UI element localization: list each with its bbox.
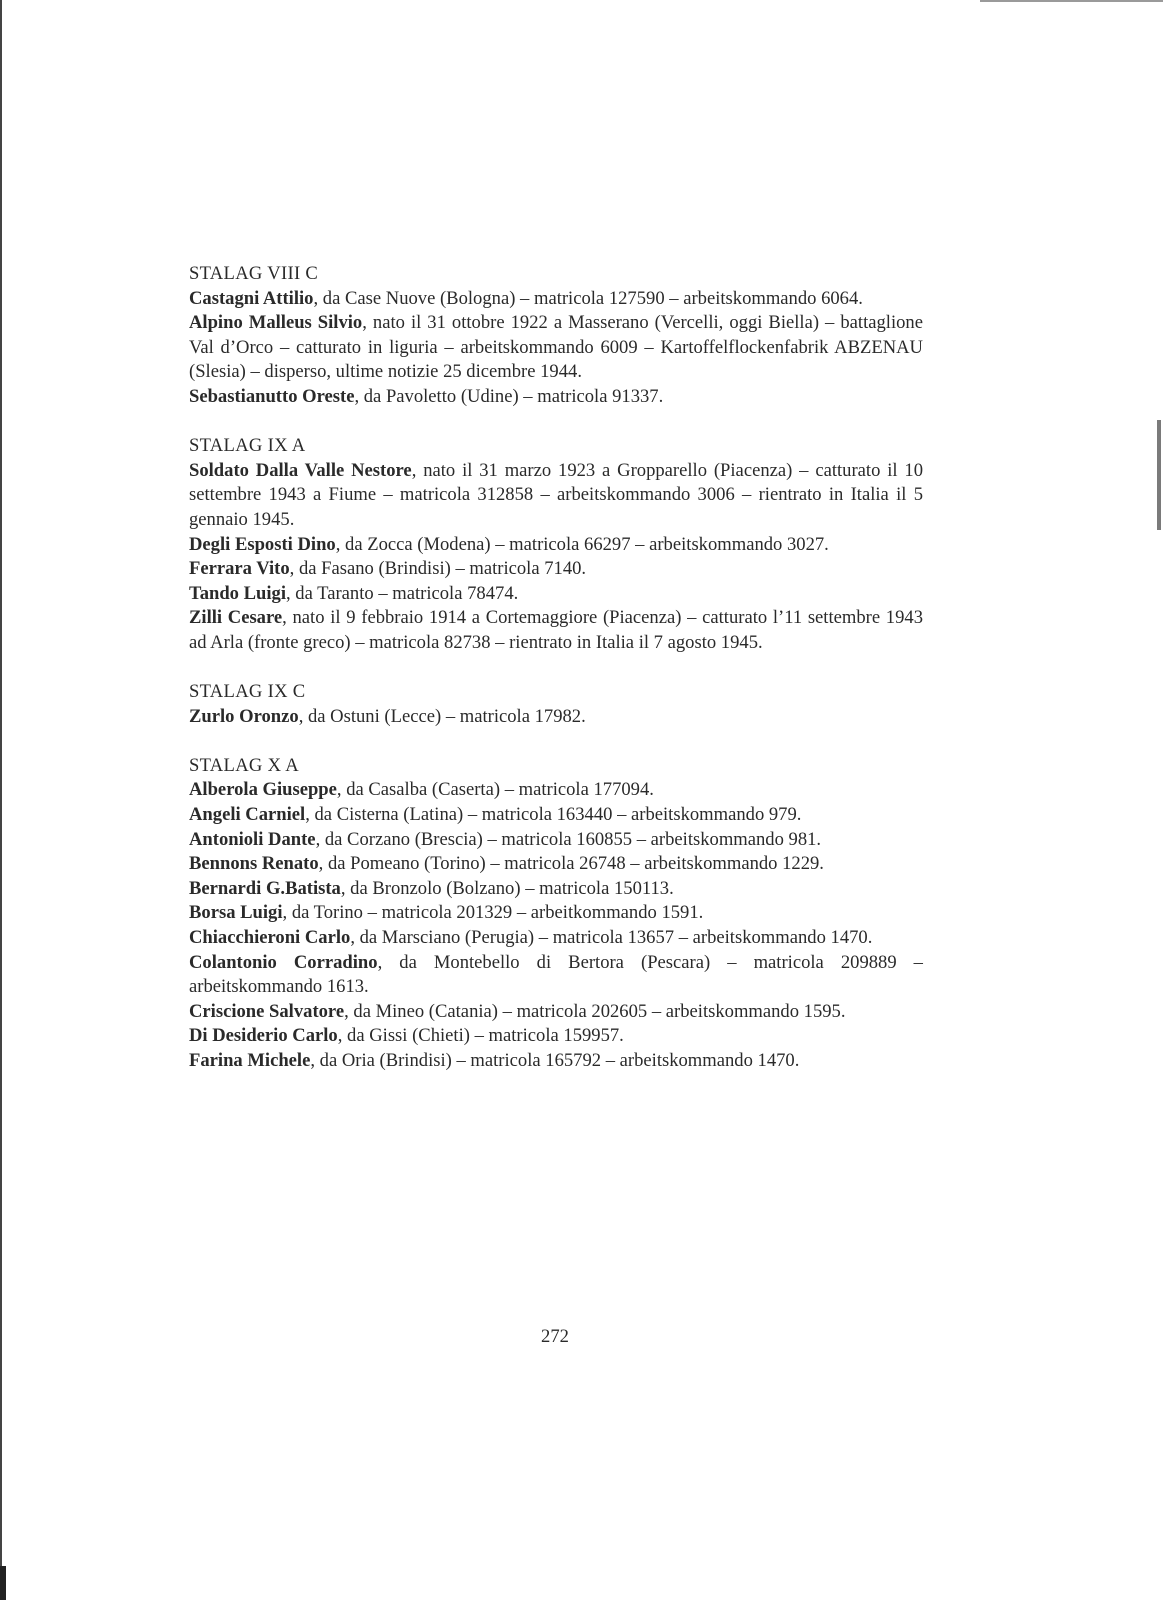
prisoner-details: , da Marsciano (Perugia) – matricola 13657 – arbeitskommando 1470. [350, 927, 873, 949]
prisoner-details: , da Oria (Brindisi) – matricola 165792 – arbeitskommando 1470. [310, 1050, 800, 1071]
prisoner-details: , da Ostuni (Lecce) – matricola 17982. [298, 705, 586, 727]
prisoner-details: , da Pomeano (Torino) – matricola 26748 – arbeitskommando 1229. [318, 853, 824, 875]
list-item [189, 1000, 923, 1025]
list-item [189, 533, 923, 558]
prisoner-details: , da Cisterna (Latina) – matricola 163440 – arbeitskommando 979. [305, 804, 802, 826]
prisoner-name: Soldato Dalla Valle Nestore [189, 459, 412, 481]
scan-edge-right [1157, 420, 1161, 530]
prisoner-name: Ferrara Vito [189, 558, 290, 580]
list-item [189, 951, 923, 1000]
prisoner-name: Degli Esposti Dino [189, 533, 336, 555]
scan-mark-bottom-left [0, 1566, 6, 1600]
prisoner-details: , da Corzano (Brescia) – matricola 160855 – arbeitskommando 981. [315, 828, 822, 850]
section-stalag-ix-c [189, 680, 923, 729]
document-body [189, 262, 923, 1098]
prisoner-name: Tando Luigi [189, 582, 286, 604]
prisoner-name: Bennons Renato [189, 853, 319, 875]
prisoner-name: Alberola Giuseppe [189, 779, 337, 801]
prisoner-name: Zurlo Oronzo [189, 705, 299, 727]
list-item [189, 459, 923, 533]
section-heading: STALAG IX A [189, 435, 306, 457]
prisoner-details: , da Casalba (Caserta) – matricola 177094. [336, 779, 654, 801]
prisoner-details: , da Case Nuove (Bologna) – matricola 127590 – arbeitskommando 6064. [313, 287, 863, 309]
section-heading: STALAG VIII C [189, 263, 319, 284]
prisoner-details: , nato il 9 febbraio 1914 a Cortemaggiore (Piacenza) – catturato l’11 settembre 1943 ad Arla (fronte greco) – matricola 82738 – rientrato in Italia il 7 agosto 1945. [189, 607, 923, 653]
prisoner-details: , nato il 31 ottobre 1922 a Masserano (Vercelli, oggi Biella) – battaglione Val d’Orco – catturato in liguria – arbeitskommando 6009 – Kartoffelflockenfabrik ABZENAU (Slesia) – disperso, ultime notizie 25 dicembre 1944. [189, 312, 923, 383]
list-item [189, 778, 923, 803]
prisoner-name: Borsa Luigi [189, 902, 283, 924]
list-item [189, 385, 923, 410]
scan-edge-left [0, 0, 2, 1600]
section-stalag-x-a [189, 754, 923, 1074]
prisoner-details: , da Fasano (Brindisi) – matricola 7140. [289, 558, 587, 580]
prisoner-name: Castagni Attilio [189, 287, 314, 309]
prisoner-name: Antonioli Dante [189, 828, 316, 850]
list-item [189, 926, 923, 951]
list-item [189, 828, 923, 853]
list-item [189, 557, 923, 582]
list-item [189, 582, 923, 607]
list-item [189, 852, 923, 877]
prisoner-name: Criscione Salvatore [189, 1000, 345, 1022]
prisoner-details: , nato il 31 marzo 1923 a Gropparello (Piacenza) – catturato il 10 settembre 1943 a Fiume – matricola 312858 – arbeitskommando 3006 – rientrato in Italia il 5 gennaio 1945. [189, 459, 923, 530]
scan-edge-top [980, 0, 1163, 2]
prisoner-name: Sebastianutto Oreste [189, 385, 355, 407]
prisoner-name: Bernardi G.Batista [189, 877, 341, 899]
section-heading: STALAG X A [189, 754, 299, 776]
prisoner-name: Angeli Carniel [189, 804, 306, 826]
list-item [189, 287, 923, 312]
prisoner-details: , da Taranto – matricola 78474. [286, 582, 519, 604]
page-number: 272 [541, 1326, 569, 1347]
prisoner-details: , da Pavoletto (Udine) – matricola 91337. [354, 385, 664, 407]
prisoner-details: , da Bronzolo (Bolzano) – matricola 150113. [340, 877, 674, 899]
list-item [189, 803, 923, 828]
prisoner-name: Colantonio Corradino [189, 951, 378, 973]
section-heading: STALAG IX C [189, 681, 306, 703]
list-item [189, 877, 923, 902]
prisoner-details: , da Mineo (Catania) – matricola 202605 – arbeitskommando 1595. [344, 1000, 846, 1022]
prisoner-details: , da Torino – matricola 201329 – arbeitkommando 1591. [282, 902, 704, 924]
list-item [189, 311, 923, 385]
list-item [189, 901, 923, 926]
list-item [189, 705, 923, 730]
prisoner-name: Alpino Malleus Silvio [189, 312, 363, 334]
prisoner-name: Zilli Cesare [189, 607, 283, 629]
list-item [189, 1049, 923, 1074]
prisoner-details: , da Montebello di Bertora (Pescara) – matricola 209889 – arbeitskommando 1613. [189, 951, 923, 998]
prisoner-name: Di Desiderio Carlo [189, 1025, 338, 1047]
section-stalag-ix-a [189, 434, 923, 655]
prisoner-details: , da Zocca (Modena) – matricola 66297 – arbeitskommando 3027. [335, 533, 829, 555]
list-item [189, 606, 923, 655]
prisoner-details: , da Gissi (Chieti) – matricola 159957. [337, 1025, 624, 1047]
prisoner-name: Chiacchieroni Carlo [189, 927, 351, 949]
section-stalag-viii-c [189, 262, 923, 410]
list-item [189, 1024, 923, 1049]
prisoner-name: Farina Michele [189, 1050, 311, 1071]
